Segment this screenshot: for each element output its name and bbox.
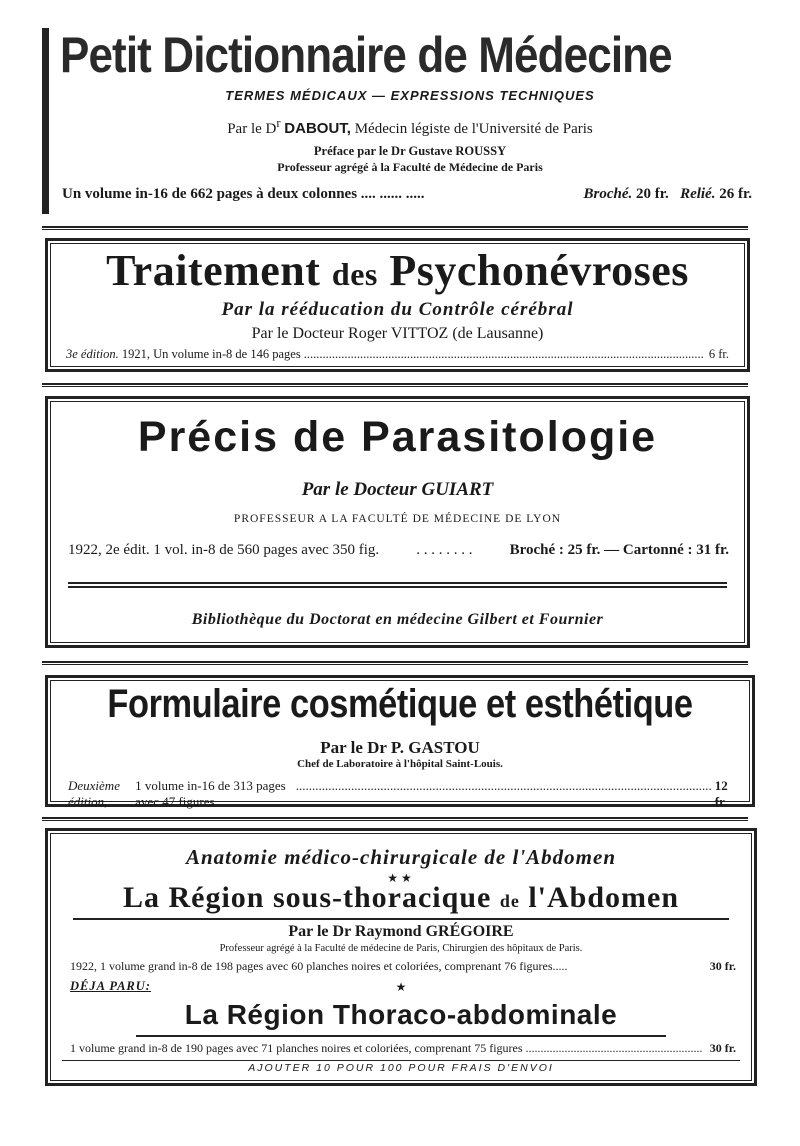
ad2-subtitle: Par la rééducation du Contrôle cérébral (221, 299, 574, 320)
ad3-double-rule (68, 582, 727, 588)
ad1-volume-line (62, 186, 752, 203)
ad-traitement-psychonevroses (45, 238, 750, 372)
ad3-dots: . . . . . . . . (416, 542, 473, 558)
ad1-preface-role: Professeur agrégé à la Faculté de Médecine de Paris (277, 160, 543, 174)
ad1-author (60, 116, 760, 138)
ad3-author: Par le Docteur GUIART (301, 479, 494, 500)
ad3-title: Précis de Parasitologie (137, 413, 658, 461)
ad5-dots2: ........................................................... (525, 1041, 703, 1055)
divider (42, 383, 748, 387)
ad1-dots: .... ...... ..... (360, 186, 425, 202)
ad2-details: 1921, Un volume in-8 de 146 pages (121, 347, 301, 361)
ad5-rule-2 (136, 1035, 666, 1037)
ad1-subtitle: TERMES MÉDICAUX — EXPRESSIONS TECHNIQUES (225, 88, 595, 103)
ad1-title: Petit Dictionnaire de Médecine (60, 27, 672, 83)
ad5-title-c: de (499, 891, 520, 911)
ad2-title-b: des (331, 256, 378, 292)
ad4-details: 1 volume in-16 de 313 pages avec 47 figures (135, 778, 286, 809)
ad5-star: ★ (395, 980, 407, 994)
ad1-broche-price: 20 fr. (636, 186, 669, 202)
ad4-role: Chef de Laboratoire à l'hôpital Saint-Louis. (297, 758, 503, 770)
ad3-details: 1922, 2e édit. 1 vol. in-8 de 560 pages avec 350 fig. (68, 542, 380, 558)
ad-petit-dictionnaire (40, 26, 760, 216)
divider (42, 661, 748, 665)
ad2-price: 6 fr. (708, 347, 729, 361)
ad5-shipping: AJOUTER 10 POUR 100 POUR FRAIS D'ENVOI (248, 1062, 554, 1074)
divider (42, 817, 748, 821)
ad2-dots: ................................................................................................................................ (303, 347, 704, 361)
ad5-details-line (70, 959, 736, 974)
ad5-stars: ★★ (387, 871, 415, 885)
ad3-collection: Bibliothèque du Doctorat en médecine Gilbert et Fournier (191, 611, 604, 628)
ad5-series-title: Anatomie médico-chirurgicale de l'Abdomen (185, 845, 617, 869)
ad5-price: 30 fr. (709, 959, 736, 973)
ad1-author-sup: r (276, 116, 281, 130)
ad5-title-d: l'Abdomen (528, 881, 680, 914)
ad3-price: Broché : 25 fr. — Cartonné : 31 fr. (509, 542, 729, 558)
ad1-author-suffix: Médecin légiste de l'Université de Paris (354, 121, 593, 137)
ad4-dots: ................................................................................................................................ (295, 778, 712, 793)
ad1-broche-label: Broché. (583, 186, 633, 202)
side-bar (42, 28, 49, 214)
ad5-title-a: La (122, 881, 160, 914)
ad-precis-parasitologie (45, 396, 750, 648)
ad1-relie-price: 26 fr. (719, 186, 752, 202)
ad4-author: Par le Dr P. GASTOU (320, 738, 480, 757)
ad5-rule-3 (62, 1060, 740, 1061)
ad5-details: 1922, 1 volume grand in-8 de 198 pages avec 60 planches noires et coloriées, comprenant 76 figures..... (70, 959, 568, 973)
ad-region-abdomen (45, 828, 757, 1086)
ad5-already-published: DÉJA PARU: (70, 979, 151, 993)
ad5-role: Professeur agrégé à la Faculté de médecine de Paris, Chirurgien des hôpitaux de Paris. (219, 943, 583, 954)
ad5-title2: La Région Thoraco-abdominale (184, 999, 618, 1030)
ad1-author-name: DABOUT, (284, 120, 351, 137)
ad1-preface: Préface par le Dr Gustave ROUSSY (313, 144, 507, 158)
ad2-title-a: Traitement (106, 246, 321, 295)
divider (42, 226, 748, 230)
ad1-author-prefix: Par le D (227, 121, 277, 137)
ad2-author: Par le Docteur Roger VITTOZ (de Lausanne) (251, 325, 544, 342)
ad2-title-c: Psychonévroses (389, 246, 689, 295)
ad4-details-line (68, 778, 734, 810)
ad3-details-line (68, 542, 729, 559)
ad5-title-b: Région sous-thoracique (168, 881, 492, 914)
ad4-edition: Deuxième édition, (68, 778, 120, 809)
ad-formulaire-cosmetique (45, 675, 755, 807)
ad5-details2-line (70, 1041, 736, 1056)
ad5-author: Par le Dr Raymond GRÉGOIRE (288, 923, 514, 940)
ad2-details-line (66, 347, 729, 362)
ad4-price: 12 fr. (714, 778, 728, 809)
ad2-edition: 3e édition. (66, 347, 119, 361)
ad1-volume: Un volume in-16 de 662 pages à deux colonnes (62, 186, 358, 202)
ad3-role: PROFESSEUR A LA FACULTÉ DE MÉDECINE DE LYON (233, 513, 562, 525)
ad5-price2: 30 fr. (709, 1041, 736, 1055)
ad2-title (48, 245, 747, 296)
ad5-rule-1 (73, 918, 729, 920)
ad4-title: Formulaire cosmétique et esthétique (107, 682, 693, 726)
ad5-details2: 1 volume grand in-8 de 190 pages avec 71 planches noires et coloriées, comprenant 75 figures (70, 1041, 523, 1055)
ad5-title (48, 881, 754, 915)
ad1-relie-label: Relié. (680, 186, 716, 202)
